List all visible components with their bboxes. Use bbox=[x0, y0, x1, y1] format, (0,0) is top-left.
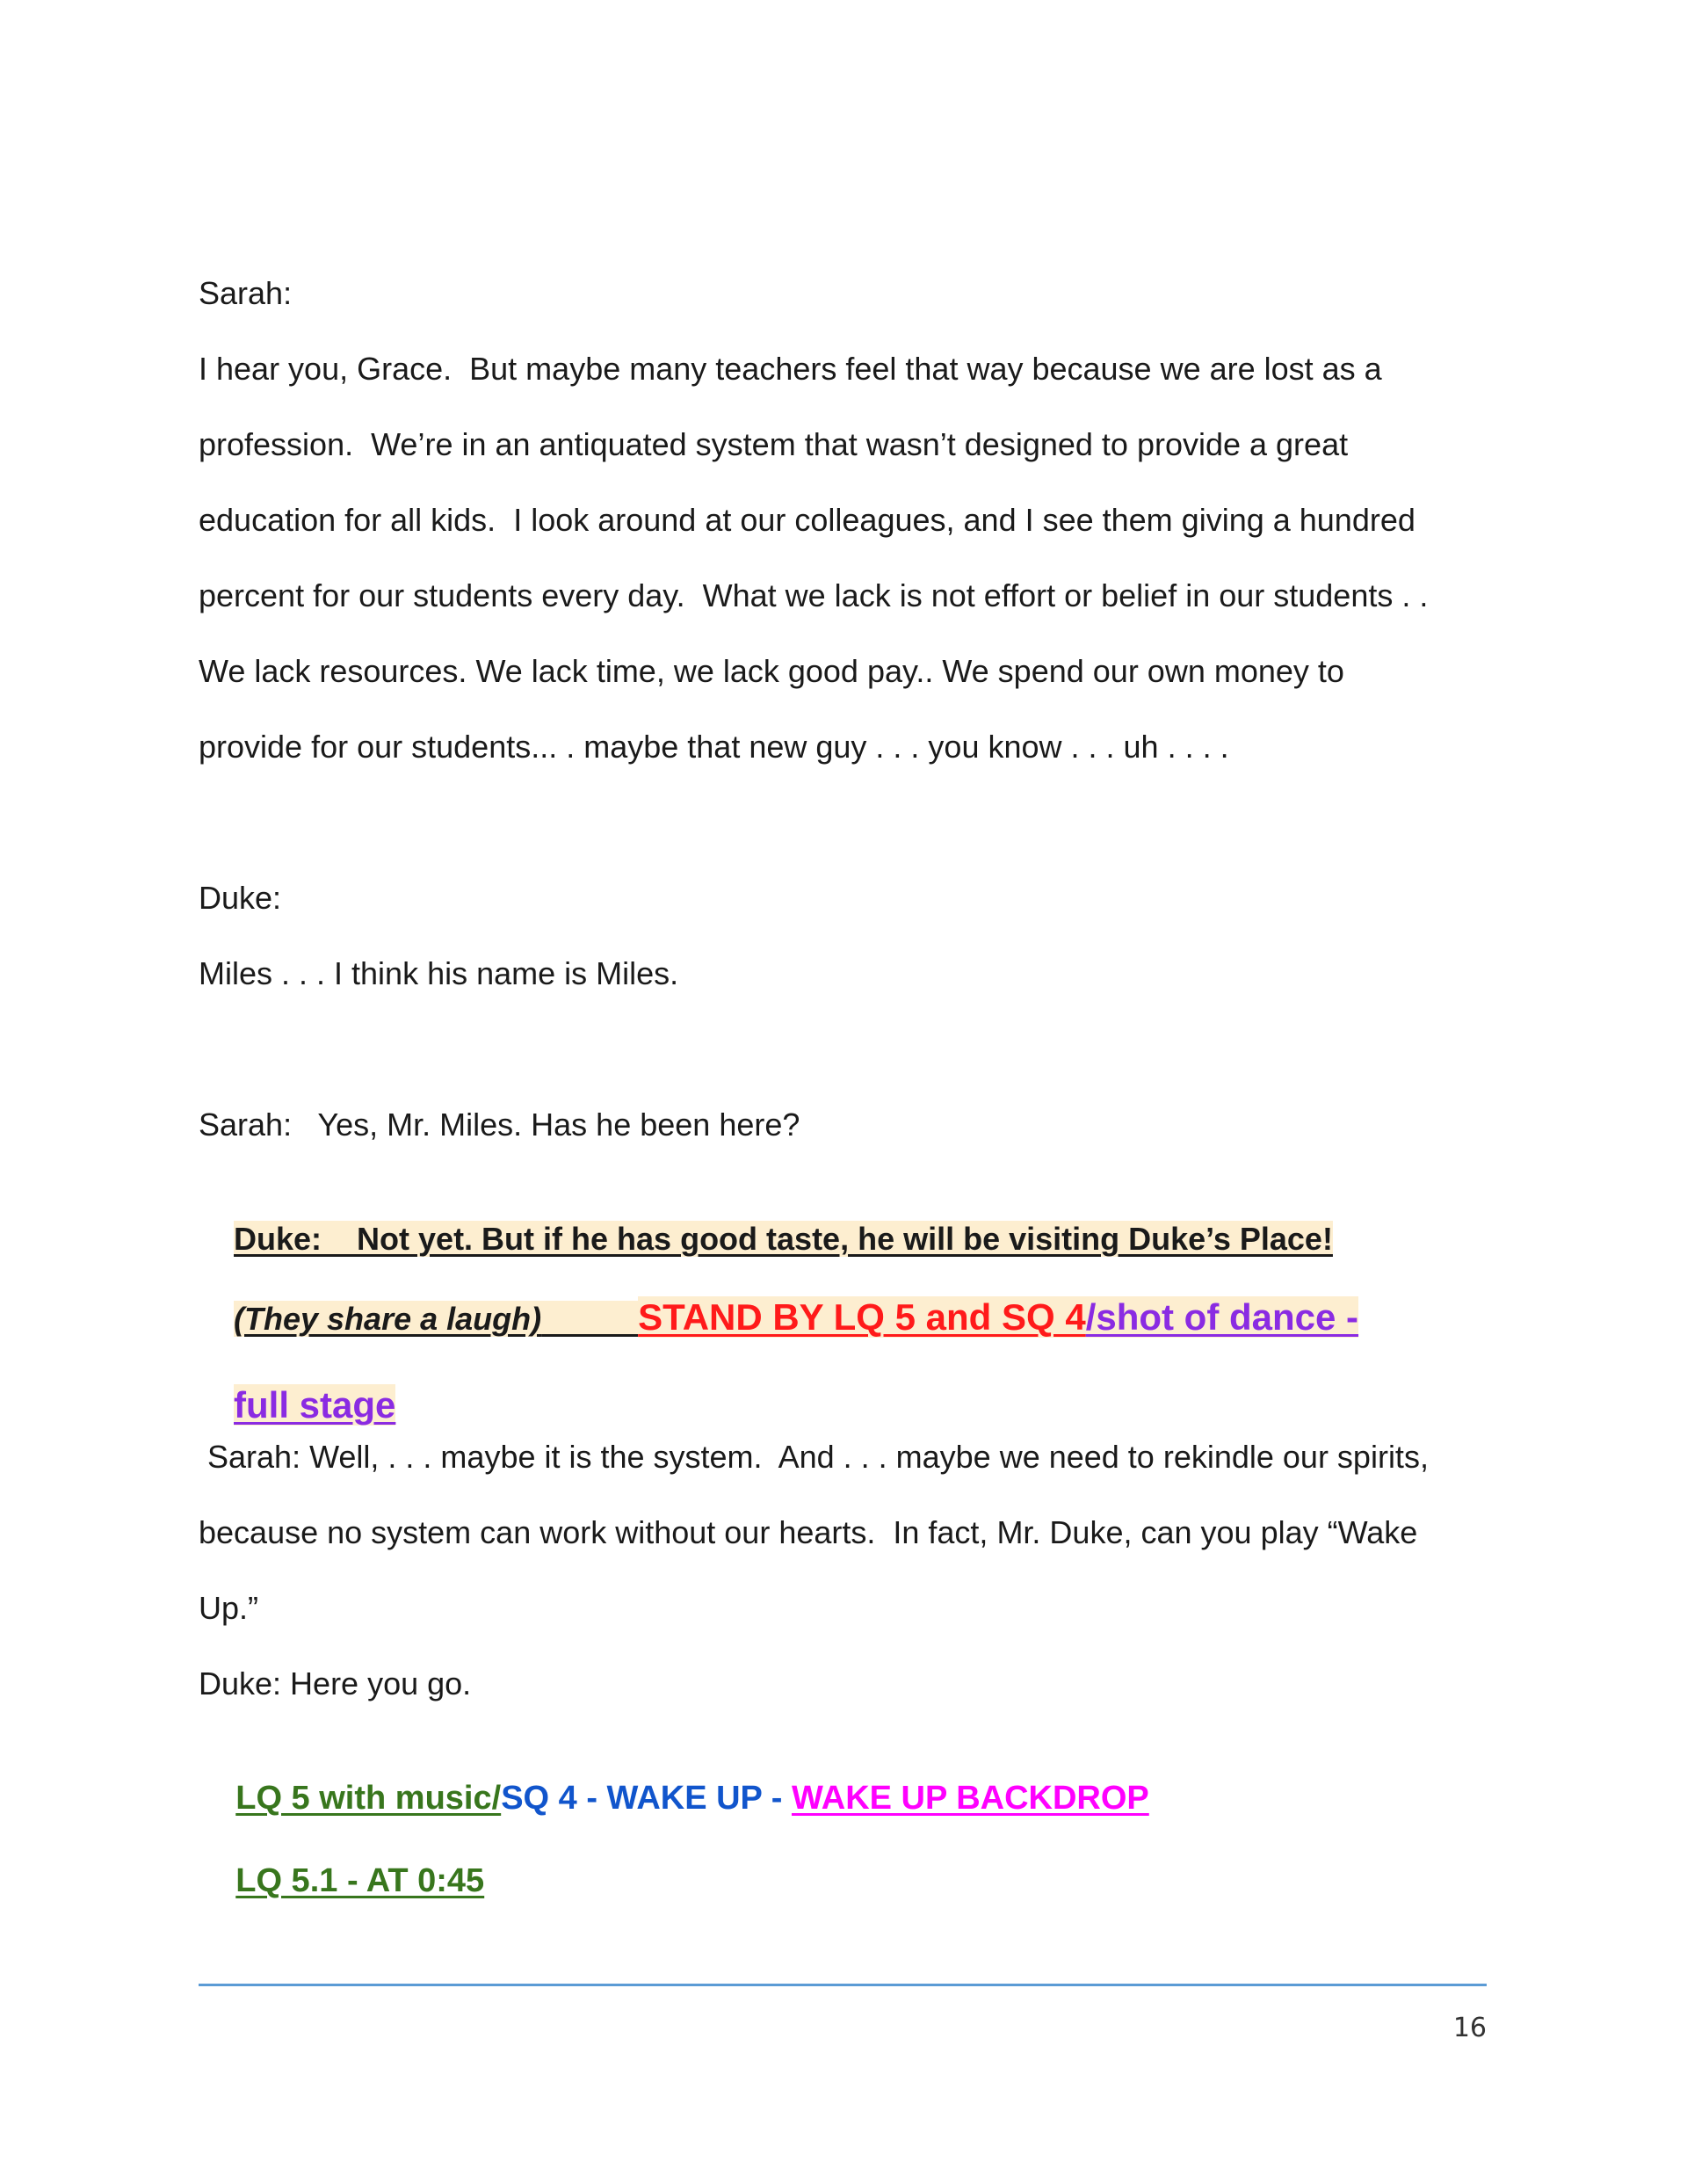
speaker-label-sarah: Sarah: bbox=[199, 275, 293, 311]
dialogue-line: provide for our students... . maybe that new guy . . . you know . . . uh . . . . bbox=[199, 729, 1229, 765]
dialogue-line: Duke: Here you go. bbox=[199, 1665, 472, 1701]
dialogue-line: We lack resources. We lack time, we lack good pay.. We spend our own money to bbox=[199, 653, 1344, 689]
dialogue-line: percent for our students every day. What we lack is not effort or belief in our students . . bbox=[199, 577, 1429, 613]
sq4-cue: SQ 4 - WAKE UP - bbox=[501, 1780, 792, 1817]
lq5-cue: LQ 5 with music/ bbox=[235, 1780, 502, 1817]
dialogue-line: I hear you, Grace. But maybe many teachers feel that way because we are lost as a bbox=[199, 351, 1382, 387]
stage-direction-blank bbox=[541, 1301, 638, 1337]
shot-of-dance-cue: /shot of dance - bbox=[1085, 1296, 1359, 1338]
dialogue-line: education for all kids. I look around at our colleagues, and I see them giving a hundred bbox=[199, 502, 1415, 538]
dialogue-line: profession. We’re in an antiquated system that wasn’t designed to provide a great bbox=[199, 426, 1349, 462]
dialogue-line: Sarah: Yes, Mr. Miles. Has he been here? bbox=[199, 1107, 800, 1143]
dialogue-line: Up.” bbox=[199, 1590, 259, 1626]
dialogue-line: Miles . . . I think his name is Miles. bbox=[199, 955, 679, 991]
speaker-label-duke: Duke: bbox=[199, 880, 282, 916]
cue-line-lq51 bbox=[199, 1823, 484, 1939]
footer-rule bbox=[199, 1984, 1487, 1986]
dialogue-line: Sarah: Well, . . . maybe it is the system. And . . . maybe we need to rekindle our spirits, bbox=[199, 1439, 1429, 1475]
full-stage-cue: full stage bbox=[234, 1384, 396, 1426]
page-number: 16 bbox=[1452, 2013, 1487, 2043]
lq51-cue: LQ 5.1 - AT 0:45 bbox=[235, 1862, 485, 1899]
stage-direction: (They share a laugh) bbox=[234, 1301, 542, 1337]
standby-cue: STAND BY LQ 5 and SQ 4 bbox=[638, 1296, 1086, 1338]
dialogue-line: because no system can work without our hearts. In fact, Mr. Duke, can you play “Wake bbox=[199, 1514, 1418, 1550]
backdrop-cue: WAKE UP BACKDROP bbox=[791, 1780, 1149, 1817]
duke-not-yet-line: Duke: Not yet. But if he has good taste, he will be visiting Duke’s Place! bbox=[234, 1221, 1333, 1257]
